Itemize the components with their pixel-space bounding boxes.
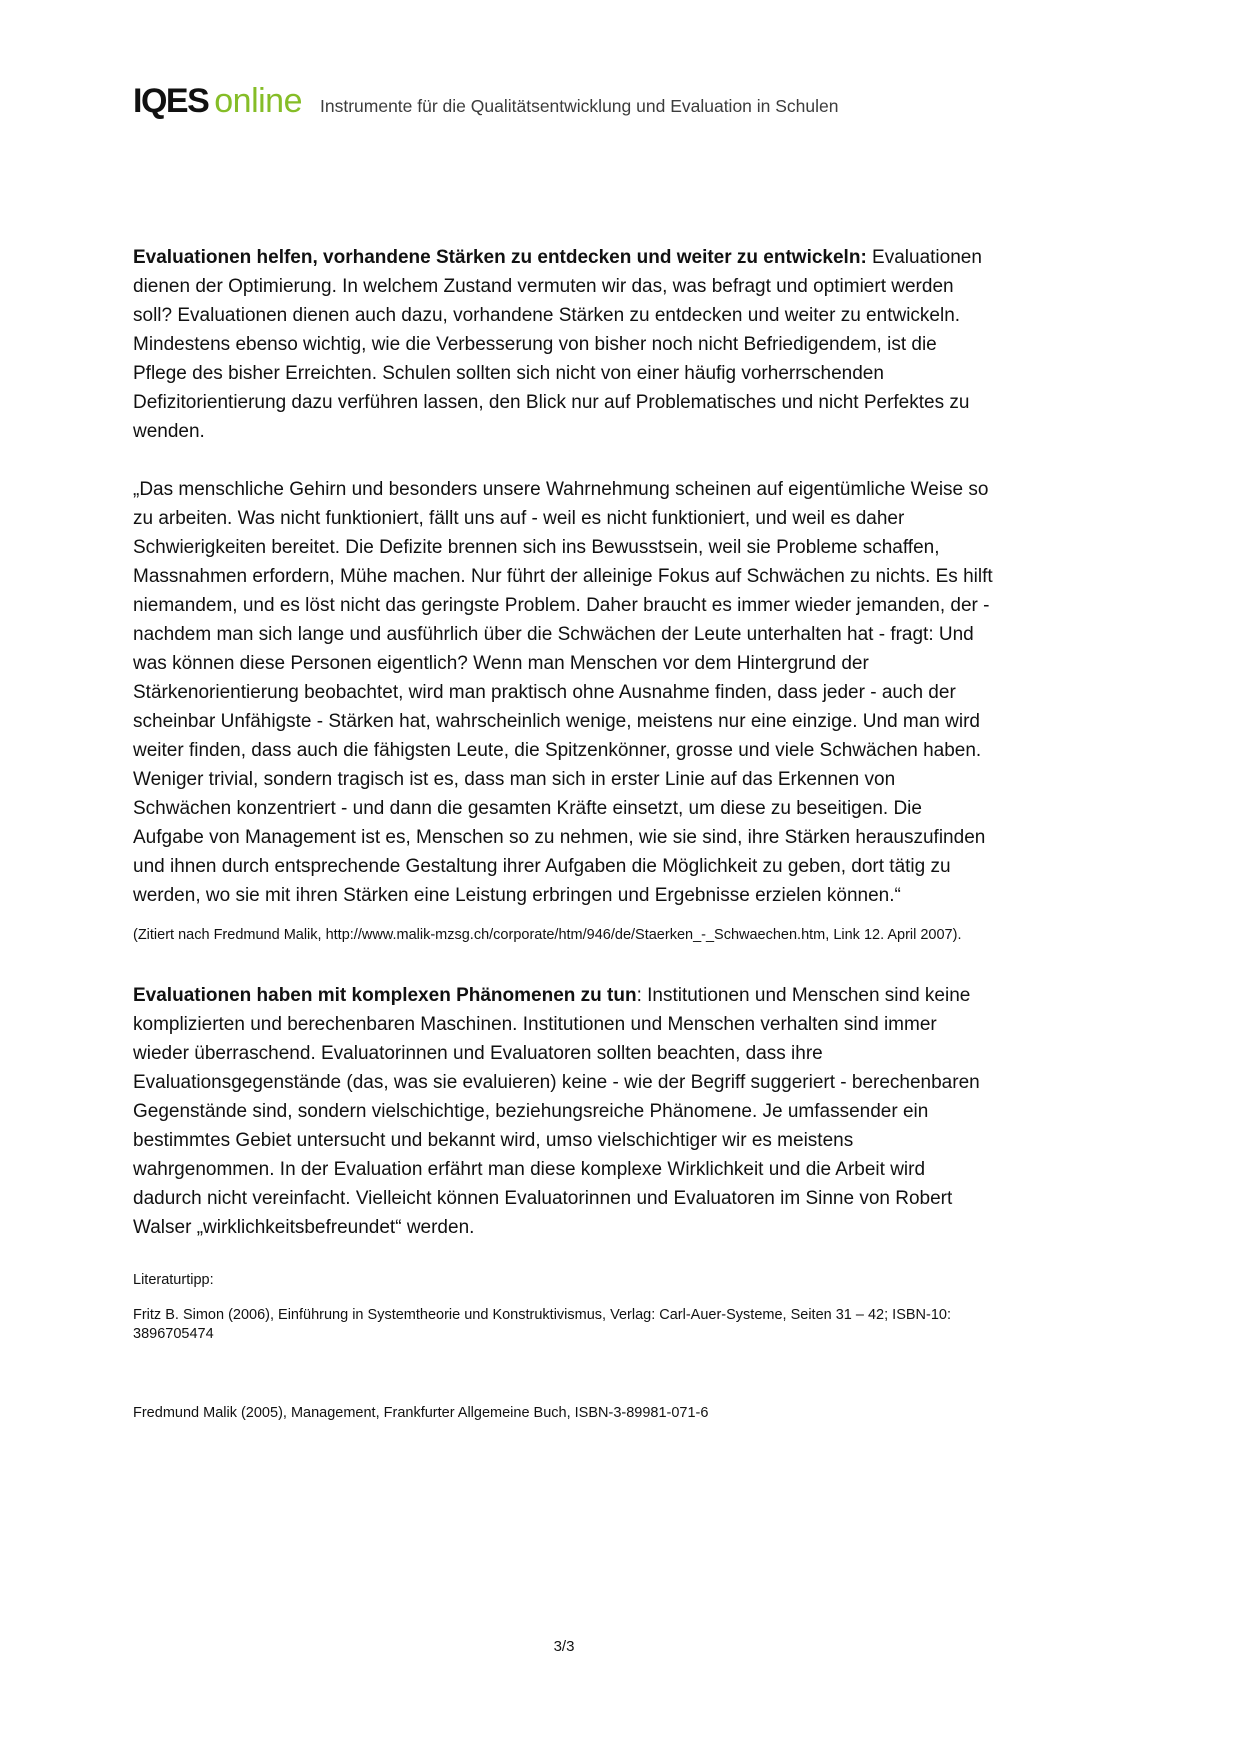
header	[133, 82, 995, 121]
iqes-logo-text: IQES	[133, 82, 209, 120]
document-body	[133, 243, 995, 1423]
content-column	[133, 0, 995, 1423]
paragraph-strengths-lead: Evaluationen helfen, vorhandene Stärken zu entdecken und weiter zu entwickeln:	[133, 247, 867, 268]
reference-item-malik: Fredmund Malik (2005), Management, Frankfurter Allgemeine Buch, ISBN-3-89981-071-6	[133, 1405, 709, 1421]
header-tagline: Instrumente für die Qualitätsentwicklung und Evaluation in Schulen	[320, 96, 839, 116]
reference-item-simon: Fritz B. Simon (2006), Einführung in Systemtheorie und Konstruktivismus, Verlag: Carl-Auer-Systeme, Seiten 31 – 42; ISBN-10: 3896705474	[133, 1307, 952, 1342]
paragraph-complex-phenomena	[133, 981, 995, 1242]
paragraph-complex-text: : Institutionen und Menschen sind keine komplizierten und berechenbaren Maschinen. Institutionen und Menschen verhalten sind immer wieder überraschend. Evaluatorinnen und Evaluatoren sollten beachten, dass ihre Evaluationsgegenstände (das, was sie evaluieren) keine - wie der Begriff suggeriert - berechenbaren Gegenstände sind, sondern vielschichtige, beziehungsreiche Phänomene. Je umfassender ein bestimmtes Gebiet untersucht und bekannt wird, umso vielschichtiger wir es meistens wahrgenommen. In der Evaluation erfährt man diese komplexe Wirklichkeit und die Arbeit wird dadurch nicht vereinfacht. Vielleicht können Evaluatorinnen und Evaluatoren im Sinne von Robert Walser „wirklichkeitsbefreundet“ werden.	[133, 985, 980, 1238]
citation-note: (Zitiert nach Fredmund Malik, http://www.malik-mzsg.ch/corporate/htm/946/de/Staerken_-_Schwaechen.htm, Link 12. April 2007).	[133, 927, 962, 943]
paragraph-complex-lead: Evaluationen haben mit komplexen Phänomenen zu tun	[133, 985, 637, 1006]
iqes-logo-online-text: online	[214, 82, 302, 120]
paragraph-strengths-text: Evaluationen dienen der Optimierung. In welchem Zustand vermuten wir das, was befragt und optimiert werden soll? Evaluationen dienen auch dazu, vorhandene Stärken zu entdecken und weiter zu entwickeln. Mindestens ebenso wichtig, wie die Verbesserung von bisher noch nicht Befriedigendem, ist die Pflege des bisher Erreichten. Schulen sollten sich nicht von einer häufig vorherrschenden Defizitorientierung dazu verführen lassen, den Blick nur auf Problematisches und nicht Perfektes zu wenden.	[133, 247, 982, 442]
page-number: 3/3	[553, 1638, 575, 1655]
quote-paragraph: „Das menschliche Gehirn und besonders unsere Wahrnehmung scheinen auf eigentümliche Weise so zu arbeiten. Was nicht funktioniert, fällt uns auf - weil es nicht funktioniert, und weil es daher Schwierigkeiten bereitet. Die Defizite brennen sich ins Bewusstsein, weil sie Probleme schaffen, Massnahmen erfordern, Mühe machen. Nur führt der alleinige Fokus auf Schwächen zu nichts. Es hilft niemandem, und es löst nicht das geringste Problem. Daher braucht es immer wieder jemanden, der - nachdem man sich lange und ausführlich über die Schwächen der Leute unterhalten hat - fragt: Und was können diese Personen eigentlich? Wenn man Menschen vor dem Hintergrund der Stärkenorientierung beobachtet, wird man praktisch ohne Ausnahme finden, dass jeder - auch der scheinbar Unfähigste - Stärken hat, wahrscheinlich wenige, meistens nur eine einzige. Und man wird weiter finden, dass auch die fähigsten Leute, die Spitzenkönner, grosse und viele Schwächen haben. Weniger trivial, sondern tragisch ist es, dass man sich in erster Linie auf das Erkennen von Schwächen konzentriert - und dann die gesamten Kräfte einsetzt, um diese zu beseitigen. Die Aufgabe von Management ist es, Menschen so zu nehmen, wie sie sind, ihre Stärken herauszufinden und ihnen durch entsprechende Gestaltung ihrer Aufgaben die Möglichkeit zu geben, dort tätig zu werden, wo sie mit ihren Stärken eine Leistung erbringen und Ergebnisse erzielen können.“	[133, 479, 993, 906]
paragraph-strengths	[133, 243, 995, 446]
literature-tip-label: Literaturtipp:	[133, 1272, 214, 1288]
